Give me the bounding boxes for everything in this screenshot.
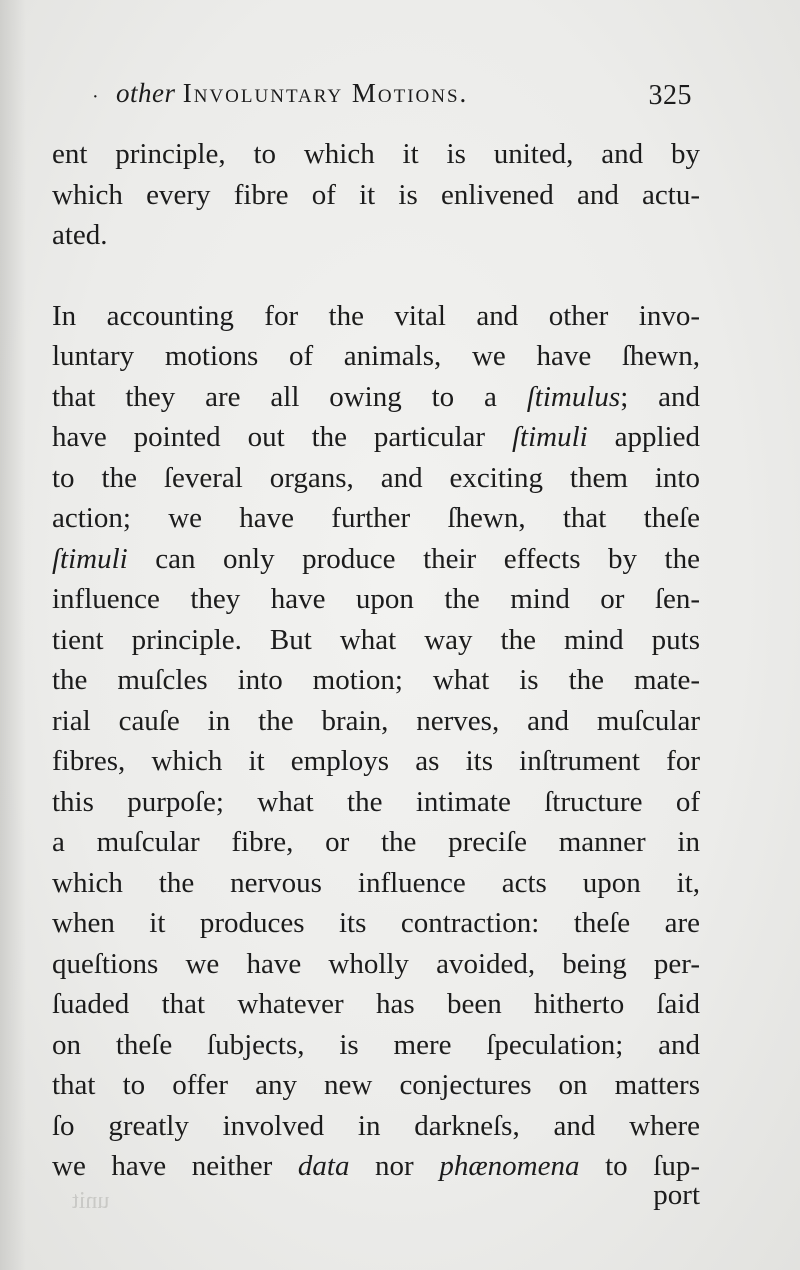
text-line: when it produces its contraction: theſe are bbox=[52, 907, 700, 939]
italic-term: ſtimuli bbox=[511, 421, 588, 453]
text-line: ent principle, to which it is united, and by bbox=[52, 138, 700, 170]
italic-term: ſtimulus bbox=[526, 380, 621, 413]
text-line bbox=[52, 377, 700, 418]
italic-term: data bbox=[297, 1150, 350, 1182]
text-run: nor bbox=[349, 1150, 440, 1182]
text-line bbox=[52, 539, 700, 580]
paragraph-break bbox=[52, 256, 700, 296]
text-line: rial cauſe in the brain, nerves, and muſcular bbox=[52, 704, 700, 737]
italic-term: ſtimuli bbox=[52, 542, 128, 575]
catchword: port bbox=[653, 1179, 700, 1211]
text-run: can only produce their effects by the bbox=[127, 542, 700, 575]
text-line: luntary motions of animals, we have ſhewn, bbox=[52, 340, 700, 372]
text-line: queſtions we have wholly avoided, being per- bbox=[52, 947, 700, 980]
running-title-italic: other bbox=[116, 78, 176, 108]
text-line: influence they have upon the mind or ſen- bbox=[52, 583, 700, 615]
running-title-caps: Involuntary Motions. bbox=[182, 78, 469, 108]
body-text bbox=[52, 134, 700, 1187]
text-line bbox=[52, 1146, 700, 1187]
text-run: have pointed out the particular bbox=[52, 421, 512, 453]
text-line: ſuaded that whatever has been hitherto ſaid bbox=[52, 988, 700, 1020]
text-run: ; and bbox=[620, 380, 700, 413]
page-number: 325 bbox=[648, 80, 692, 111]
running-header bbox=[92, 78, 692, 118]
text-line: this purpoſe; what the intimate ſtructure of bbox=[52, 785, 700, 818]
italic-term: phænomena bbox=[439, 1150, 580, 1182]
text-line: which the nervous influence acts upon it, bbox=[52, 866, 700, 899]
text-line: tient principle. But what way the mind puts bbox=[52, 623, 700, 656]
paragraph-first-line: In accounting for the vital and other invo- bbox=[52, 299, 700, 332]
text-run: applied bbox=[587, 421, 700, 453]
bleed-through-text: unit bbox=[72, 1188, 110, 1214]
text-line: fibres, which it employs as its inſtrument for bbox=[52, 745, 700, 777]
text-line: the muſcles into motion; what is the mate- bbox=[52, 664, 700, 696]
text-line: which every fibre of it is enlivened and actu- bbox=[52, 178, 700, 211]
gutter-shadow bbox=[0, 0, 26, 1270]
text-run: to ſup- bbox=[579, 1150, 700, 1182]
text-line: a muſcular fibre, or the preciſe manner in bbox=[52, 826, 700, 858]
text-line bbox=[52, 417, 700, 458]
text-run: we have neither bbox=[52, 1150, 298, 1182]
text-line: ated. bbox=[52, 219, 108, 251]
header-dot: · bbox=[92, 86, 100, 108]
text-line: on theſe ſubjects, is mere ſpeculation; and bbox=[52, 1028, 700, 1061]
text-line: action; we have further ſhewn, that theſe bbox=[52, 502, 700, 534]
text-line: that to offer any new conjectures on matters bbox=[52, 1069, 700, 1101]
text-run: that they are all owing to a bbox=[52, 380, 527, 413]
running-title bbox=[116, 78, 468, 109]
text-line: ſo greatly involved in darkneſs, and where bbox=[52, 1109, 700, 1142]
text-line: to the ſeveral organs, and exciting them into bbox=[52, 461, 700, 494]
